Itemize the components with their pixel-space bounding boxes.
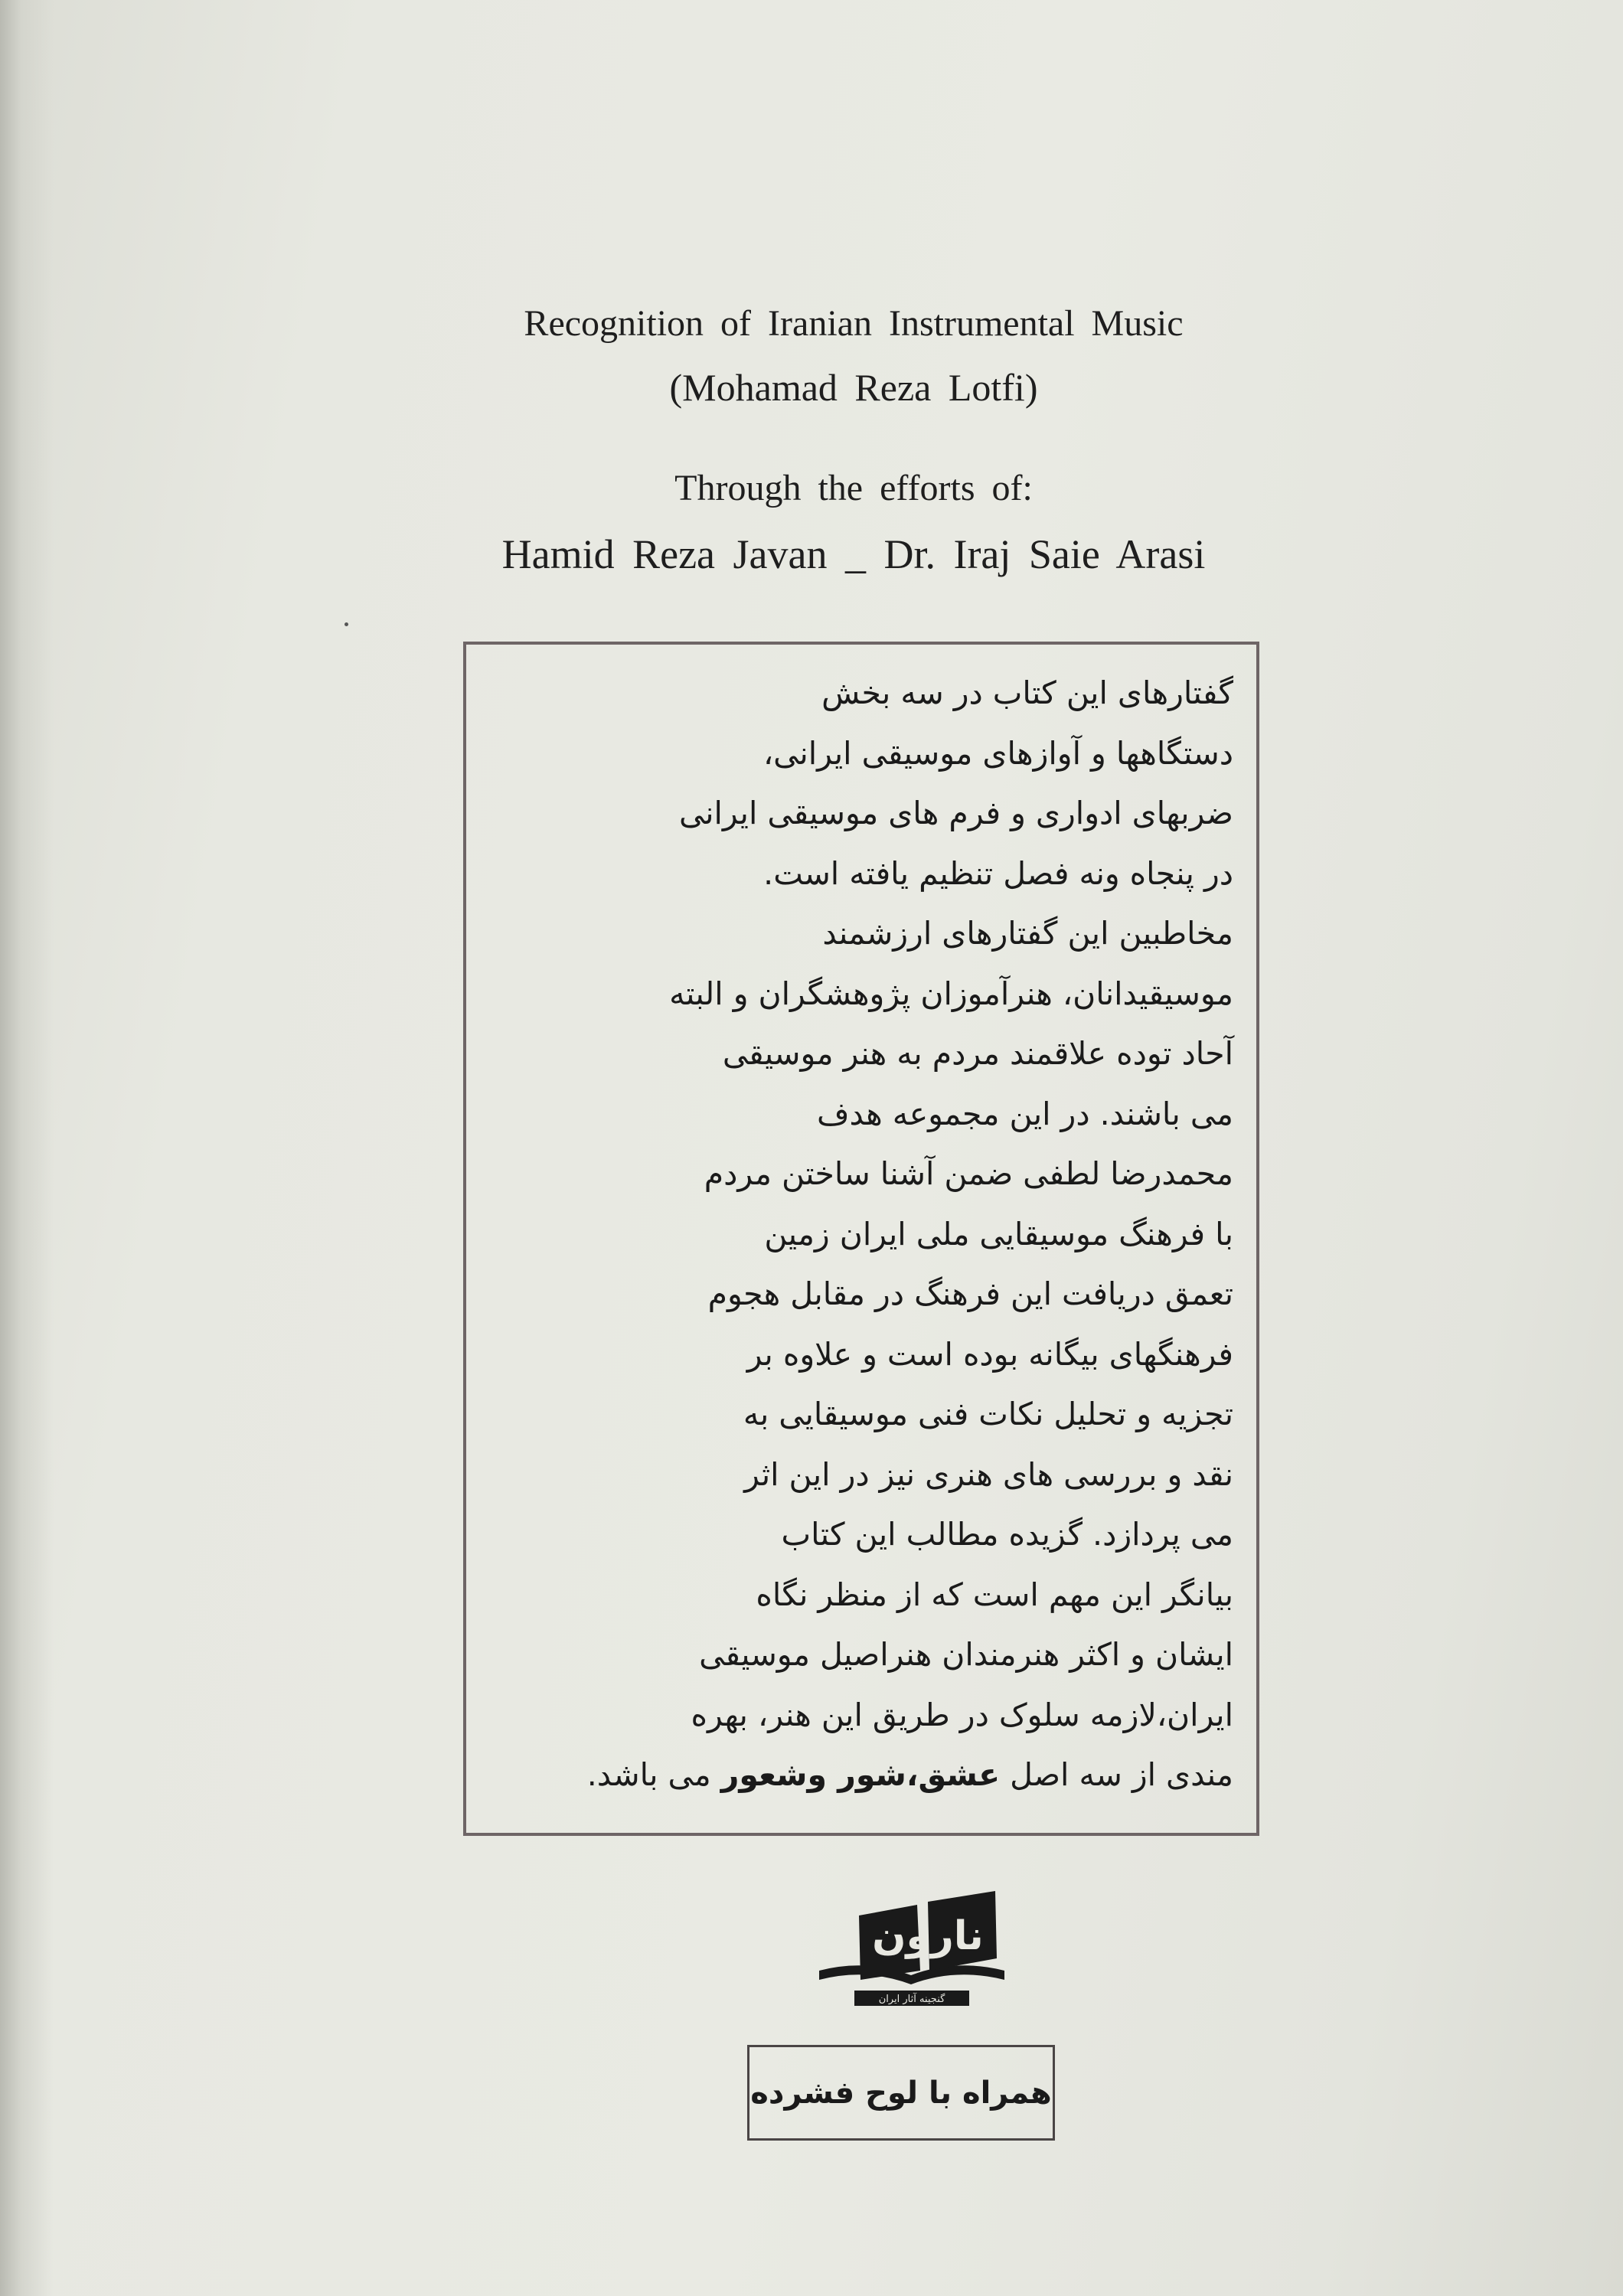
description-line: گفتارهای این کتاب در سه بخش [821, 674, 1233, 711]
spine-shadow [0, 0, 54, 2296]
description-line: تعمق دریافت این فرهنگ در مقابل هجوم [707, 1275, 1233, 1312]
logo-tagline: گنجینه آثار ایران [878, 1994, 945, 2005]
description-line: می باشند. در این مجموعه هدف [817, 1095, 1233, 1132]
logo-wordmark: نارون [872, 1913, 984, 1959]
print-speck [345, 622, 348, 626]
description-line: در پنجاه ونه فصل تنظیم یافته است. [763, 854, 1233, 892]
publisher-logo-icon [813, 1885, 1011, 2015]
description-box [463, 642, 1259, 1836]
author-name: (Mohamad Reza Lotfi) [669, 366, 1038, 409]
description-line: می پردازد. گزیده مطالب این کتاب [781, 1516, 1233, 1553]
last-line-end: می باشد. [586, 1756, 721, 1793]
editors-names: Hamid Reza Javan _ Dr. Iraj Saie Arasi [501, 531, 1206, 577]
description-line: دستگاهها و آوازهای موسیقی ایرانی، [763, 734, 1233, 772]
description-line: محمدرضا لطفی ضمن آشنا ساختن مردم [704, 1155, 1233, 1192]
emphasis-text: عشق،شور وشعور [720, 1756, 1001, 1793]
description-line: بیانگر این مهم است که از منظر نگاه [756, 1576, 1233, 1613]
description-line: ایران،لازمه سلوک در طریق این هنر، بهره [691, 1696, 1233, 1733]
description-line: مخاطبین این گفتارهای ارزشمند [822, 915, 1233, 952]
description-line: آحاد توده علاقمند مردم به هنر موسیقی [722, 1035, 1233, 1072]
efforts-label: Through the efforts of: [674, 468, 1033, 508]
cd-included-badge [747, 2045, 1055, 2141]
description-text [489, 663, 1233, 1805]
description-line: با فرهنگ موسیقایی ملی ایران زمین [764, 1215, 1233, 1253]
description-line: فرهنگهای بیگانه بوده است و علاوه بر [746, 1335, 1233, 1373]
description-line: نقد و بررسی های هنری نیز در این اثر [744, 1455, 1233, 1493]
last-line-start: مندی از سه اصل [1000, 1756, 1233, 1793]
description-line: موسیقیدانان، هنرآموزان پژوهشگران و البته [669, 975, 1233, 1012]
description-line: ایشان و اکثر هنرمندان هنراصیل موسیقی [699, 1636, 1233, 1673]
book-title: Recognition of Iranian Instrumental Music [524, 303, 1184, 344]
description-last-line [489, 1745, 1233, 1805]
description-line: ضربهای ادواری و فرم های موسیقی ایرانی [678, 795, 1233, 831]
description-line: تجزیه و تحلیل نکات فنی موسیقایی به [743, 1396, 1233, 1432]
cd-included-label: همراه با لوح فشرده [750, 2075, 1052, 2111]
